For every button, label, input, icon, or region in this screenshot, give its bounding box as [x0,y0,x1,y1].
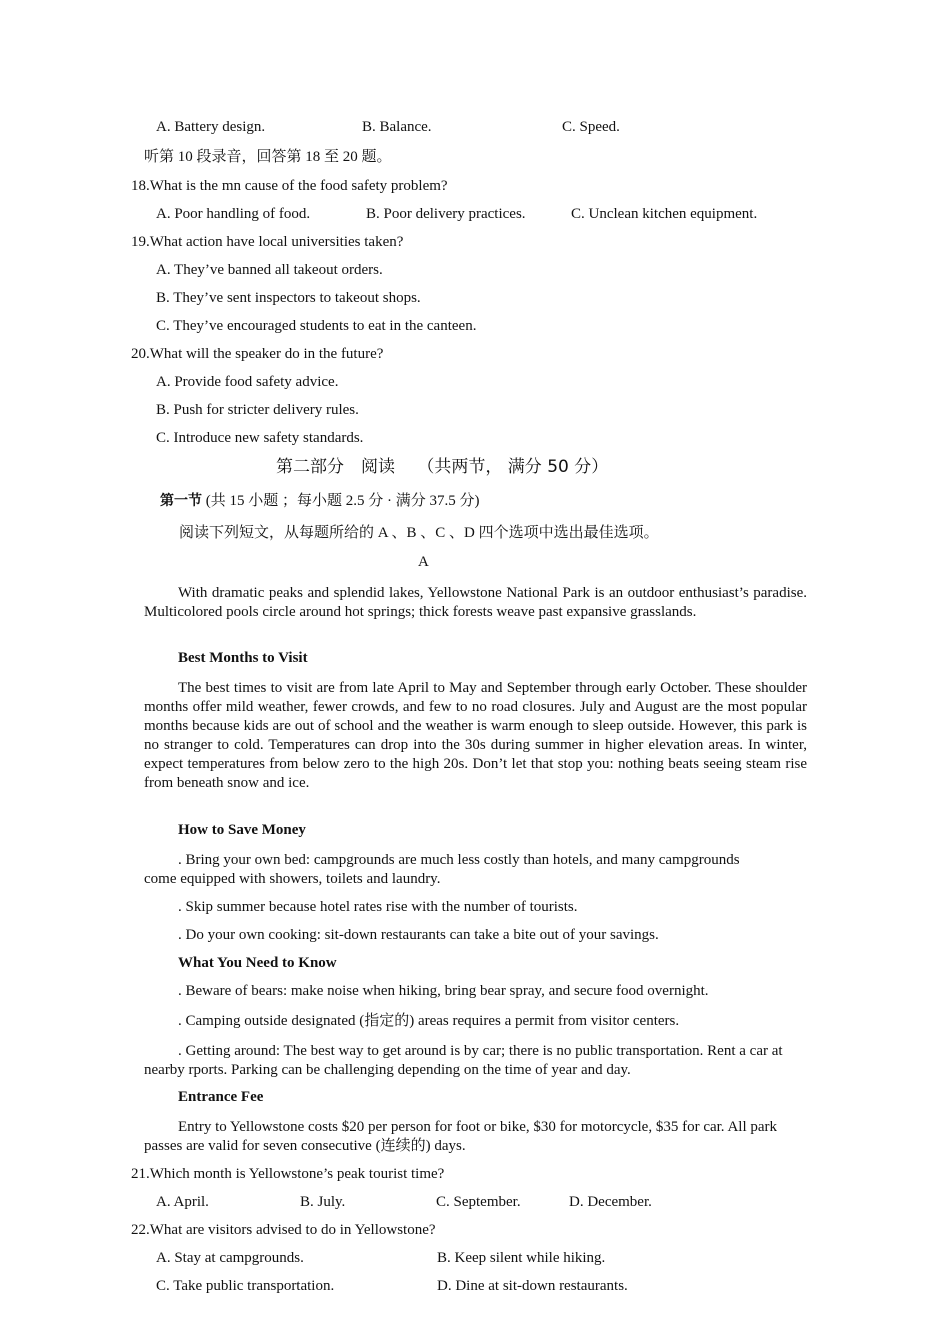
q20-option-c: C. Introduce new safety standards. [156,430,364,446]
part2-title: 第二部分 阅读 （共两节， 满分 50 分） [276,457,609,477]
q19-option-b: B. They’ve sent inspectors to takeout shops. [156,290,421,306]
q17-option-a: A. Battery design. [156,119,266,135]
section1-label: 第一节 [160,493,202,509]
passage-intro: With dramatic peaks and splendid lakes, Yellowstone National Park is an outdoor enthusiast’s paradise. Multicolored pools circle around hot springs; thick forests weave past expansive grasslands. [144,585,807,620]
save-money-item-1: . Bring your own bed: campgrounds are much less costly than hotels, and many campgrounds come equipped with showers, toilets and laundry. [144,852,740,887]
best-months-heading: Best Months to Visit [178,650,308,666]
q21-option-b: B. July. [300,1194,346,1210]
save-money-item-2: . Skip summer because hotel rates rise with the number of tourists. [178,899,578,915]
need-to-know-item-2: . Camping outside designated (指定的) areas requires a permit from visitor centers. [178,1013,680,1029]
q20-stem: 20.What will the speaker do in the future? [131,346,384,362]
q18-option-b: B. Poor delivery practices. [366,206,526,222]
q22-option-c: C. Take public transportation. [156,1278,335,1294]
fee-text: Entry to Yellowstone costs $20 per person for foot or bike, $30 for motorcycle, $35 for car. All park passes are valid for seven consecutive (连续的) days. [144,1119,778,1154]
q18-option-a: A. Poor handling of food. [156,206,311,222]
need-to-know-heading: What You Need to Know [178,955,337,971]
save-money-item-3: . Do your own cooking: sit-down restaurants can take a bite out of your savings. [178,927,659,943]
q20-option-b: B. Push for stricter delivery rules. [156,402,359,418]
q18-option-c: C. Unclean kitchen equipment. [571,206,758,222]
q17-option-b: B. Balance. [362,119,432,135]
q19-option-a: A. They’ve banned all takeout orders. [156,262,383,278]
need-to-know-item-3: . Getting around: The best way to get around is by car; there is no public transportation. Rent a car at nearby rports. Parking can be challenging depending on the time of year and day. [144,1043,783,1078]
save-money-heading: How to Save Money [178,822,306,838]
section10-instruction: 听第 10 段录音，回答第 18 至 20 题。 [144,149,392,165]
section1-header [160,492,480,511]
q21-stem: 21.Which month is Yellowstone’s peak tourist time? [131,1166,445,1182]
section1-detail: (共 15 小题 ；每小题 2.5 分 · 满分 37.5 分) [205,493,480,509]
fee-heading: Entrance Fee [178,1089,264,1105]
best-months-text: The best times to visit are from late April to May and September through early October. These shoulder months offer mild weather, fewer crowds, and few to no road closures. July and August are the most popular months because kids are out of school and the weather is warm enough to sleep outside. However, this park is no stranger to cold. Temperatures can drop into the 30s during summer in higher elevation areas. In winter, expect temperatures from below zero to the high 20s. Don’t let that stop you: nothing beats seeing steam rise from beneath snow and ice. [144,680,807,791]
q21-option-d: D. December. [569,1194,652,1210]
passage-letter: A [418,554,429,570]
q20-option-a: A. Provide food safety advice. [156,374,339,390]
q19-stem: 19.What action have local universities taken? [131,234,404,250]
q19-option-c: C. They’ve encouraged students to eat in the canteen. [156,318,477,334]
q21-option-c: C. September. [436,1194,521,1210]
q22-option-b: B. Keep silent while hiking. [437,1250,606,1266]
q22-option-a: A. Stay at campgrounds. [156,1250,304,1266]
q22-stem: 22.What are visitors advised to do in Yellowstone? [131,1222,436,1238]
q21-option-a: A. April. [156,1194,209,1210]
q17-option-c: C. Speed. [562,119,620,135]
need-to-know-item-1: . Beware of bears: make noise when hiking, bring bear spray, and secure food overnight. [178,983,709,999]
reading-instruction: 阅读下列短文，从每题所给的 A 、B 、C 、D 四个选项中选出最佳选项。 [179,525,659,541]
q18-stem: 18.What is the mn cause of the food safety problem? [131,178,448,194]
q22-option-d: D. Dine at sit-down restaurants. [437,1278,628,1294]
